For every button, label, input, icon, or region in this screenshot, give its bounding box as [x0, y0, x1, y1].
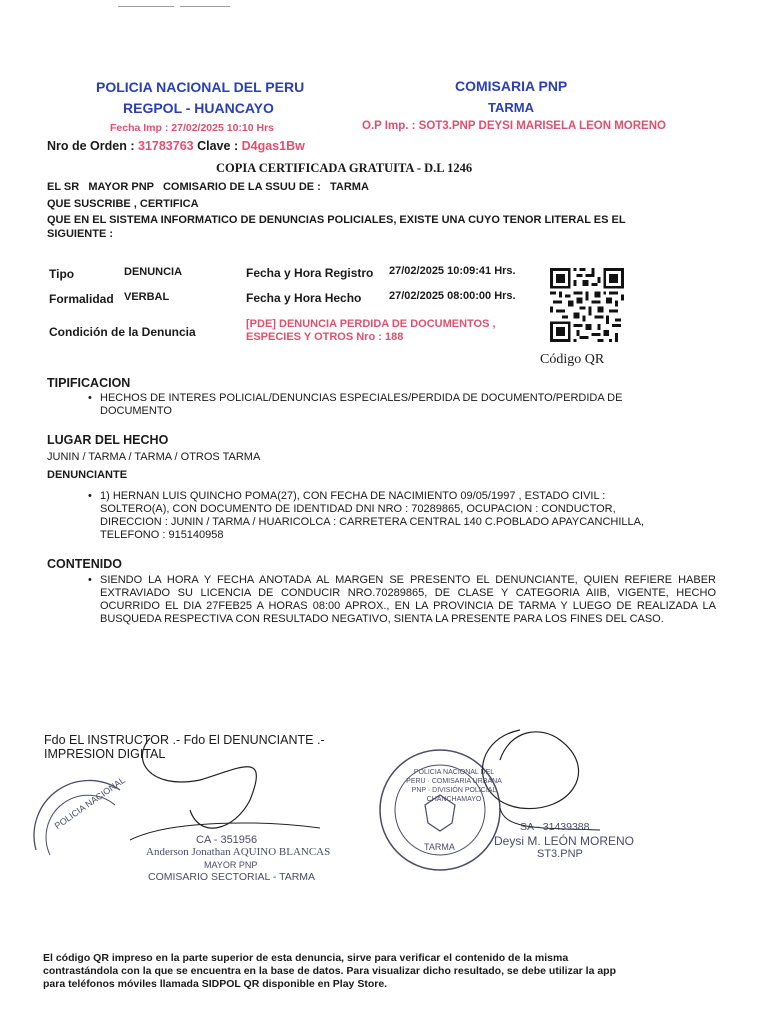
signatures-and-stamps — [0, 720, 768, 920]
comisaria-name: TARMA — [330, 181, 369, 193]
contenido-title: CONTENIDO — [47, 557, 122, 571]
hecho-label: Fecha y Hora Hecho — [246, 291, 362, 305]
clave-label: Clave : — [197, 139, 239, 153]
scan-line — [180, 6, 230, 7]
condicion-value-1: [PDE] DENUNCIA PERDIDA DE DOCUMENTOS , — [246, 318, 496, 330]
denunciante-item: • 1) HERNAN LUIS QUINCHO POMA(27), CON FECHA DE NACIMIENTO 09/05/1997 , ESTADO CIVIL : SOLTERO(A), CON DOCUMENTO DE IDENTIDAD DNI NRO : 70289865, OCUPACION : CONDUCTOR, DIRECCION : JUNIN / TARMA / HUARICOLCA : CARRETERA CENTRAL 140 C.POBLADO APAYCANCHILLA, TELEFONO : 915140958 — [84, 490, 662, 542]
certifica-line-2: QUE SUSCRIBE , CERTIFICA — [47, 198, 199, 210]
clave-value: D4gas1Bw — [241, 139, 305, 153]
impresion-digital-label: IMPRESION DIGITAL — [44, 747, 166, 761]
regpol-title: REGPOL - HUANCAYO — [123, 100, 274, 116]
copia-title: COPIA CERTIFICADA GRATUITA - D.L 1246 — [216, 161, 473, 175]
certifica-line-4: SIGUIENTE : — [47, 228, 114, 240]
contenido-list — [84, 574, 716, 626]
left-signature-stroke — [142, 738, 256, 828]
tipo-value: DENUNCIA — [124, 266, 183, 278]
lugar-value: JUNIN / TARMA / TARMA / OTROS TARMA — [47, 451, 261, 463]
footer-line-2: contrastándola con la que se encuentra en la base de datos. Para visualizar dicho resultado, se debe utilizar la app — [43, 965, 617, 977]
formalidad-label: Formalidad — [49, 292, 114, 306]
certifica-line-3: QUE EN EL SISTEMA INFORMATICO DE DENUNCIAS POLICIALES, EXISTE UNA CUYO TENOR LITERAL ES EL — [47, 214, 626, 226]
left-officer-rank: MAYOR PNP — [204, 860, 258, 870]
fecha-impresion: Fecha Imp : 27/02/2025 10:10 Hrs — [110, 122, 275, 134]
formalidad-value: VERBAL — [124, 291, 170, 303]
left-cip: CA - 351956 — [196, 834, 258, 846]
footer-line-3: para teléfonos móviles llamada SIDPOL QR disponible en Play Store. — [43, 978, 388, 990]
right-cip: SA - 31439388 — [520, 821, 590, 833]
condicion-value-2: ESPECIES Y OTROS Nro : 188 — [246, 331, 404, 343]
denunciante-firma-label: .- Fdo El DENUNCIANTE .- — [169, 733, 325, 747]
institution-title: POLICIA NACIONAL DEL PERU — [96, 79, 305, 95]
qr-code — [548, 268, 626, 342]
orden-label: Nro de Orden : — [47, 139, 135, 153]
condicion-label: Condición de la Denuncia — [49, 325, 196, 339]
left-officer-name: Anderson Jonathan AQUINO BLANCAS — [146, 846, 331, 858]
hecho-value: 27/02/2025 08:00:00 Hrs. — [389, 290, 516, 302]
operador-impresion: O.P Imp. : SOT3.PNP DEYSI MARISELA LEON MORENO — [362, 120, 666, 132]
contenido-item: • SIENDO LA HORA Y FECHA ANOTADA AL MARGEN SE PRESENTO EL DENUNCIANTE, QUIEN REFIERE HABER EXTRAVIADO SU LICENCIA DE CONDUCIR NRO.70289865, DE CLASE Y CATEGORIA AIIB, VIGENTE, HECHO OCURRIDO EL DIA 27FEB25 A HORAS 08:00 APROX., EN LA PROVINCIA DE TARMA Y LUEGO DE REALIZADA LA BUSQUEDA RESPECTIVA CON RESULTADO NEGATIVO, SIENTA LA PRESENTE PARA LOS FINES DEL CASO. — [84, 574, 716, 626]
tipificacion-list — [84, 392, 654, 418]
comisario-text: EL SR MAYOR PNP COMISARIO DE LA SSUU DE : — [47, 181, 321, 193]
denunciante-title: DENUNCIANTE — [47, 469, 128, 481]
right-stamp-ring-text: POLICIA NACIONAL DEL PERU · COMISARIA URBANA PNP · DIVISIÓN POLICIAL CHANCHAMAYO — [406, 769, 502, 803]
qr-caption: Código QR — [540, 352, 605, 367]
tipificacion-item: • HECHOS DE INTERES POLICIAL/DENUNCIAS ESPECIALES/PERDIDA DE DOCUMENTO/PERDIDA DE DOCUMENTO — [84, 392, 654, 418]
nro-orden — [47, 139, 305, 153]
orden-value: 31783763 — [138, 139, 194, 153]
registro-label: Fecha y Hora Registro — [246, 266, 374, 280]
right-officer-rank: ST3.PNP — [537, 848, 583, 860]
footer-line-1: El código QR impreso en la parte superior de esta denuncia, sirve para verificar el contenido de la misma — [43, 952, 569, 964]
left-stamp-text: POLICIA NACIONAL — [52, 774, 127, 832]
denunciante-list — [84, 490, 662, 542]
right-officer-name: Deysi M. LEÓN MORENO — [494, 834, 635, 848]
instructor-label: Fdo EL INSTRUCTOR — [44, 733, 170, 747]
comisaria-subtitle: TARMA — [488, 100, 534, 115]
tipo-label: Tipo — [49, 267, 75, 281]
certifica-line-1 — [47, 181, 369, 193]
registro-value: 27/02/2025 10:09:41 Hrs. — [389, 265, 516, 277]
tipificacion-title: TIPIFICACION — [47, 376, 131, 390]
lugar-title: LUGAR DEL HECHO — [47, 433, 169, 447]
right-stamp-center: TARMA — [424, 842, 455, 852]
left-officer-role: COMISARIO SECTORIAL - TARMA — [148, 871, 316, 883]
scan-line — [118, 6, 174, 7]
comisaria-title: COMISARIA PNP — [455, 78, 568, 94]
